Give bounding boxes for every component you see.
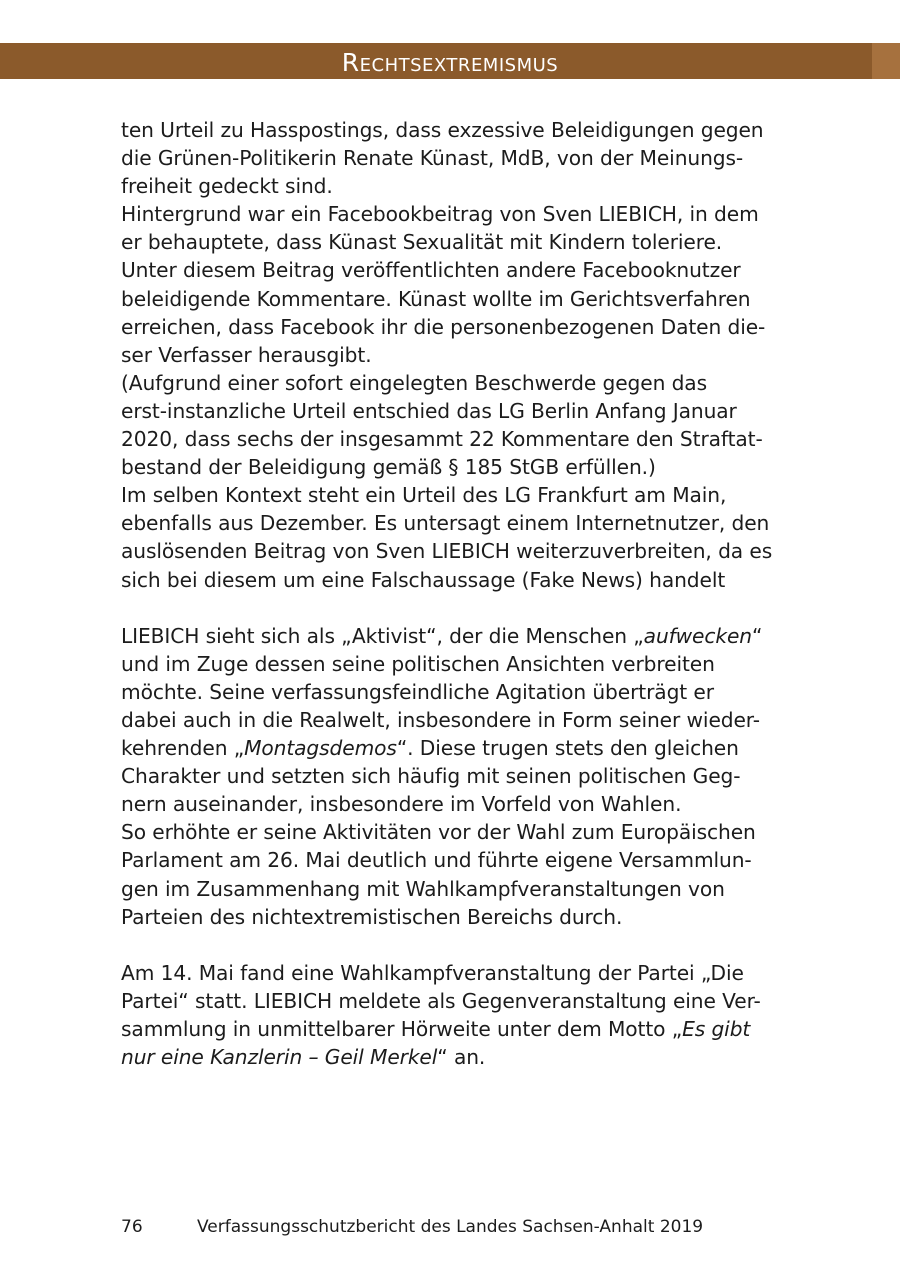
quoted-motto: nur eine Kanzlerin – Geil Merkel [121, 1045, 438, 1070]
quoted-term: Montagsdemos [244, 736, 397, 761]
text-segment: sammlung in unmittelbarer Hörweite unter dem Motto „ [121, 1017, 683, 1041]
text-line: ten Urteil zu Hasspostings, dass exzessive Beleidigungen gegen [121, 118, 764, 142]
text-line: dabei auch in die Realwelt, insbesondere in Form seiner wieder- [121, 707, 760, 732]
footer-publication-title: Verfassungsschutzbericht des Landes Sachsen-Anhalt 2019 [197, 1217, 704, 1237]
text-line: möchte. Seine verfassungsfeindliche Agitation überträgt er [121, 679, 714, 704]
text-line: Unter diesem Beitrag veröffentlichten andere Facebooknutzer [121, 258, 741, 283]
text-segment: “. Diese trugen stets den gleichen [396, 736, 739, 761]
text-line: Parteien des nichtextremistischen Bereichs durch. [121, 904, 623, 929]
text-segment: LIEBICH sieht sich als „Aktivist“, der die Menschen „ [121, 623, 644, 648]
text-line: 2020, dass sechs der insgesammt 22 Kommentare den Straftat- [121, 427, 763, 452]
text-line: So erhöhte er seine Aktivitäten vor der Wahl zum Europäischen [121, 820, 756, 845]
text-line: Im selben Kontext steht ein Urteil des LG Frankfurt am Main, [121, 483, 727, 508]
text-line: beleidigende Kommentare. Künast wollte im Gerichtsverfahren [121, 286, 751, 311]
text-line: Charakter und setzten sich häufig mit seinen politischen Geg- [121, 764, 741, 789]
text-segment: kehrenden „ [121, 736, 245, 761]
text-line: erreichen, dass Facebook ihr die personenbezogenen Daten die- [121, 314, 766, 339]
paragraph-gap [121, 931, 781, 959]
quoted-term: aufwecken [643, 623, 752, 648]
quoted-motto: Es gibt [682, 1017, 751, 1041]
text-line [121, 1043, 781, 1071]
text-line: Partei“ statt. LIEBICH meldete als Gegenveranstaltung eine Ver- [121, 988, 761, 1013]
text-line: auslösenden Beitrag von Sven LIEBICH weiterzuverbreiten, da es [121, 539, 773, 564]
section-title: Rechtsextremismus [341, 48, 559, 77]
text-line: sich bei diesem um eine Falschaussage (Fake News) handelt [121, 567, 726, 592]
text-line: (Aufgrund einer sofort eingelegten Beschwerde gegen das [121, 370, 707, 395]
text-line: freiheit gedeckt sind. [121, 174, 333, 199]
text-line: er behauptete, dass Künast Sexualität mit Kindern toleriere. [121, 230, 723, 255]
page-number: 76 [121, 1217, 143, 1237]
paragraph-gap [121, 594, 781, 622]
text-line: Am 14. Mai fand eine Wahlkampfveranstaltung der Partei „Die [121, 960, 744, 985]
text-line: nern auseinander, insbesondere im Vorfeld von Wahlen. [121, 792, 682, 817]
text-line [121, 622, 781, 650]
text-line [121, 1015, 781, 1043]
page-footer [121, 1216, 703, 1238]
text-segment: “ an. [437, 1045, 486, 1070]
text-line [121, 734, 781, 762]
text-line: gen im Zusammenhang mit Wahlkampfveranstaltungen von [121, 876, 725, 901]
text-line: bestand der Beleidigung gemäß § 185 StGB erfüllen.) [121, 455, 656, 480]
text-segment: “ [751, 623, 763, 648]
text-line: Parlament am 26. Mai deutlich und führte eigene Versammlun- [121, 848, 752, 873]
text-line: erst-instanzliche Urteil entschied das LG Berlin Anfang Januar [121, 398, 737, 423]
text-line: die Grünen-Politikerin Renate Künast, MdB, von der Meinungs- [121, 146, 744, 171]
text-line: ser Verfasser herausgibt. [121, 342, 372, 367]
text-line: ebenfalls aus Dezember. Es untersagt einem Internetnutzer, den [121, 511, 770, 536]
body-text [121, 116, 781, 1071]
text-line: Hintergrund war ein Facebookbeitrag von Sven LIEBICH, in dem [121, 202, 759, 227]
text-line: und im Zuge dessen seine politischen Ansichten verbreiten [121, 651, 715, 676]
